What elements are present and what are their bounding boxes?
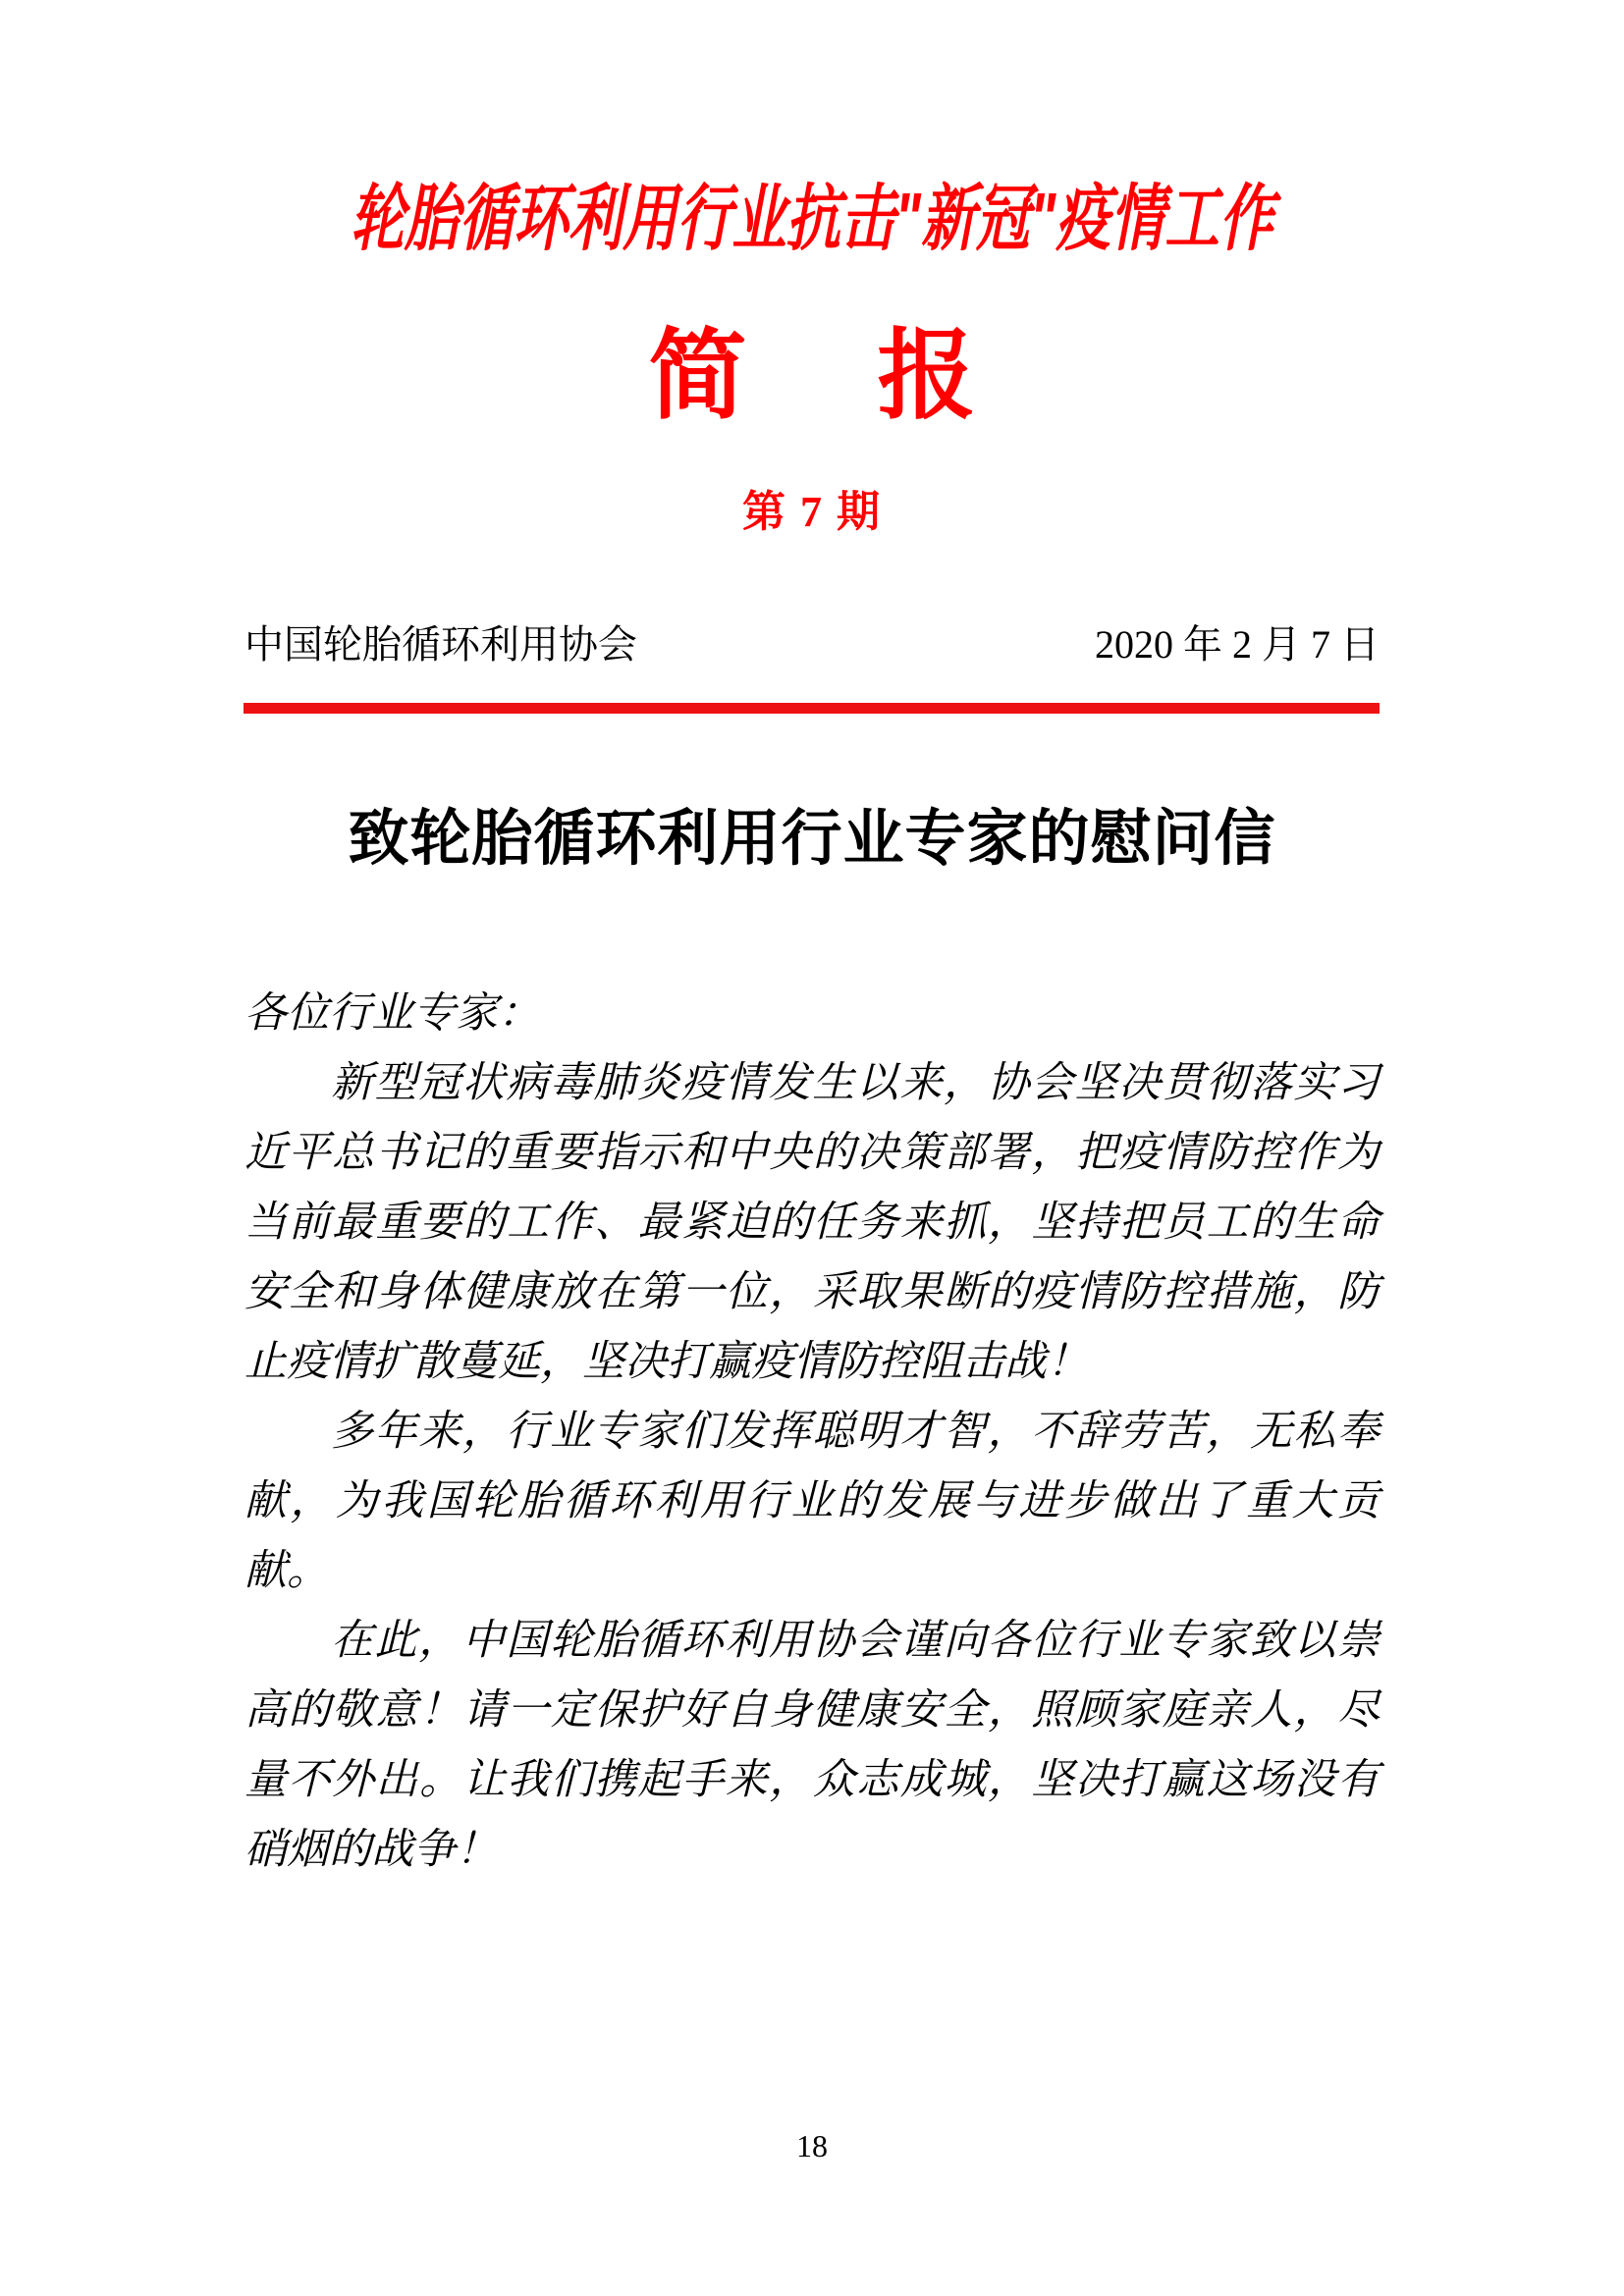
- org-name: 中国轮胎循环利用协会: [244, 622, 637, 667]
- letter-paragraph-3: 在此，中国轮胎循环利用协会谨向各位行业专家致以崇高的敬意！请一定保护好自身健康安全，照顾家庭亲人，尽量不外出。让我们携起手来，众志成城，坚决打赢这场没有硝烟的战争！: [244, 1618, 1380, 1873]
- letter-paragraph-2: 多年来，行业专家们发挥聪明才智，不辞劳苦，无私奉献，为我国轮胎循环利用行业的发展与进步做出了重大贡献。: [244, 1409, 1380, 1594]
- page-number: 18: [796, 2128, 828, 2163]
- masthead-info-row: [244, 622, 1380, 667]
- red-divider-rule: [244, 703, 1380, 714]
- letter-paragraph-1: 新型冠状病毒肺炎疫情发生以来，协会坚决贯彻落实习近平总书记的重要指示和中央的决策部署，把疫情防控作为当前最重要的工作、最紧迫的任务来抓，坚持把员工的生命安全和身体健康放在第一位，采取果断的疫情防控措施，防止疫情扩散蔓延，坚决打赢疫情防控阻击战！: [244, 1060, 1380, 1385]
- newsletter-supertitle: 轮胎循环利用行业抗击"新冠"疫情工作: [350, 178, 1274, 259]
- masthead-title-char-bao: 报: [877, 321, 976, 431]
- letter-title: 致轮胎循环利用行业专家的慰问信: [348, 805, 1276, 873]
- issue-date: 2020 年 2 月 7 日: [1095, 622, 1380, 667]
- issue-number: 第 7 期: [742, 488, 882, 536]
- masthead-title-char-jian: 简: [648, 321, 747, 431]
- letter-body: [244, 979, 1380, 1885]
- letter-salutation: 各位行业专家：: [244, 990, 540, 1037]
- masthead-title: [0, 321, 1624, 431]
